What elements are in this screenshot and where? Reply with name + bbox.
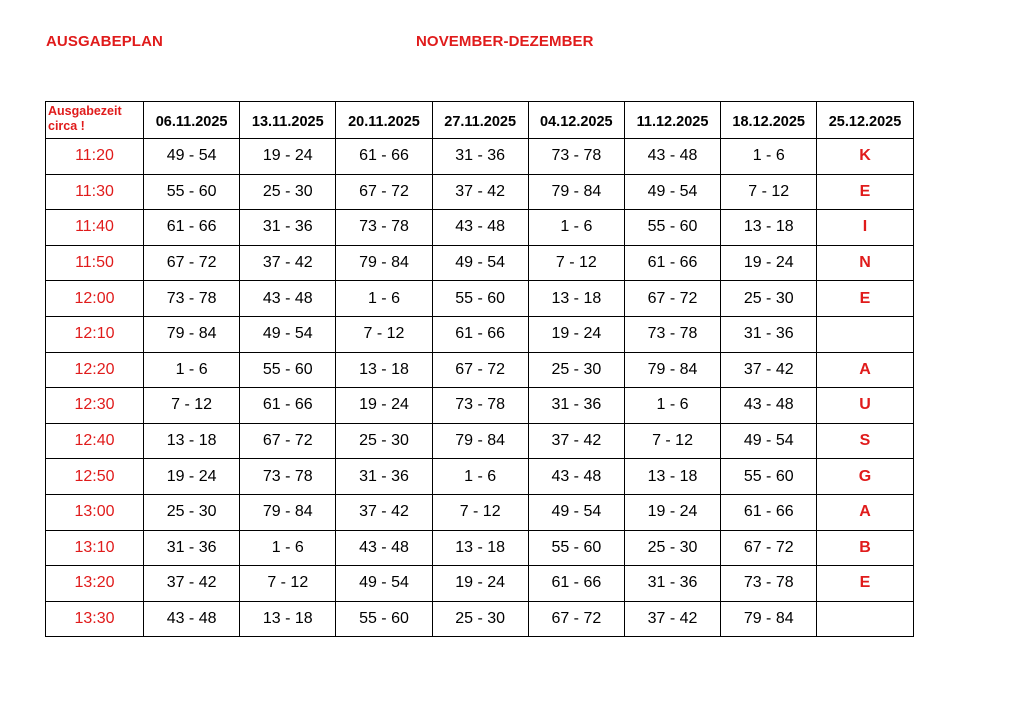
number-range-cell: 49 - 54	[624, 174, 720, 210]
date-header: 06.11.2025	[144, 102, 240, 139]
number-range-cell: 73 - 78	[624, 316, 720, 352]
table-row	[46, 245, 914, 281]
notice-letter-cell: S	[817, 423, 913, 459]
time-cell: 11:40	[46, 210, 144, 246]
number-range-cell: 19 - 24	[432, 566, 528, 602]
number-range-cell: 25 - 30	[240, 174, 336, 210]
number-range-cell: 73 - 78	[336, 210, 432, 246]
date-header: 11.12.2025	[624, 102, 720, 139]
notice-letter-cell: E	[817, 281, 913, 317]
number-range-cell: 19 - 24	[528, 316, 624, 352]
number-range-cell: 43 - 48	[721, 388, 817, 424]
time-cell: 11:20	[46, 139, 144, 175]
number-range-cell: 31 - 36	[528, 388, 624, 424]
notice-letter-cell: E	[817, 174, 913, 210]
number-range-cell: 55 - 60	[624, 210, 720, 246]
number-range-cell: 73 - 78	[721, 566, 817, 602]
number-range-cell: 37 - 42	[240, 245, 336, 281]
notice-letter-cell: E	[817, 566, 913, 602]
number-range-cell: 13 - 18	[528, 281, 624, 317]
number-range-cell: 31 - 36	[432, 139, 528, 175]
number-range-cell: 1 - 6	[144, 352, 240, 388]
number-range-cell: 55 - 60	[240, 352, 336, 388]
number-range-cell: 79 - 84	[528, 174, 624, 210]
number-range-cell: 13 - 18	[336, 352, 432, 388]
time-cell: 12:40	[46, 423, 144, 459]
table-row	[46, 530, 914, 566]
time-cell: 12:30	[46, 388, 144, 424]
number-range-cell: 13 - 18	[144, 423, 240, 459]
number-range-cell: 79 - 84	[240, 494, 336, 530]
number-range-cell: 1 - 6	[528, 210, 624, 246]
number-range-cell: 37 - 42	[336, 494, 432, 530]
corner-header-line-2: circa !	[48, 119, 85, 133]
number-range-cell: 1 - 6	[240, 530, 336, 566]
number-range-cell: 55 - 60	[336, 601, 432, 637]
number-range-cell: 61 - 66	[432, 316, 528, 352]
number-range-cell: 79 - 84	[721, 601, 817, 637]
time-cell: 11:50	[46, 245, 144, 281]
table-row	[46, 459, 914, 495]
number-range-cell: 67 - 72	[432, 352, 528, 388]
time-cell: 13:00	[46, 494, 144, 530]
table-row	[46, 316, 914, 352]
number-range-cell: 43 - 48	[336, 530, 432, 566]
notice-letter-cell: N	[817, 245, 913, 281]
date-header: 27.11.2025	[432, 102, 528, 139]
number-range-cell: 79 - 84	[144, 316, 240, 352]
table-row	[46, 174, 914, 210]
number-range-cell: 43 - 48	[432, 210, 528, 246]
number-range-cell: 49 - 54	[240, 316, 336, 352]
notice-letter-cell: A	[817, 352, 913, 388]
number-range-cell: 37 - 42	[528, 423, 624, 459]
number-range-cell: 43 - 48	[144, 601, 240, 637]
number-range-cell: 67 - 72	[721, 530, 817, 566]
table-row	[46, 423, 914, 459]
number-range-cell: 43 - 48	[528, 459, 624, 495]
number-range-cell: 49 - 54	[721, 423, 817, 459]
number-range-cell: 7 - 12	[240, 566, 336, 602]
number-range-cell: 25 - 30	[528, 352, 624, 388]
number-range-cell: 37 - 42	[432, 174, 528, 210]
period-title: NOVEMBER-DEZEMBER	[416, 33, 594, 50]
number-range-cell: 67 - 72	[144, 245, 240, 281]
number-range-cell: 19 - 24	[144, 459, 240, 495]
number-range-cell: 49 - 54	[144, 139, 240, 175]
corner-header-line-1: Ausgabezeit	[48, 104, 122, 118]
number-range-cell: 55 - 60	[721, 459, 817, 495]
time-cell: 11:30	[46, 174, 144, 210]
table-row	[46, 281, 914, 317]
number-range-cell: 7 - 12	[432, 494, 528, 530]
number-range-cell: 31 - 36	[336, 459, 432, 495]
number-range-cell: 73 - 78	[432, 388, 528, 424]
number-range-cell: 61 - 66	[240, 388, 336, 424]
number-range-cell: 7 - 12	[624, 423, 720, 459]
number-range-cell: 7 - 12	[528, 245, 624, 281]
number-range-cell: 1 - 6	[721, 139, 817, 175]
number-range-cell: 61 - 66	[144, 210, 240, 246]
time-cell: 13:20	[46, 566, 144, 602]
time-cell: 12:20	[46, 352, 144, 388]
time-cell: 12:10	[46, 316, 144, 352]
number-range-cell: 25 - 30	[624, 530, 720, 566]
number-range-cell: 67 - 72	[336, 174, 432, 210]
number-range-cell: 1 - 6	[336, 281, 432, 317]
notice-letter-cell	[817, 601, 913, 637]
table-header-row	[46, 102, 914, 139]
number-range-cell: 73 - 78	[528, 139, 624, 175]
number-range-cell: 7 - 12	[721, 174, 817, 210]
time-cell: 12:50	[46, 459, 144, 495]
number-range-cell: 67 - 72	[528, 601, 624, 637]
time-cell: 12:00	[46, 281, 144, 317]
number-range-cell: 31 - 36	[240, 210, 336, 246]
date-header: 04.12.2025	[528, 102, 624, 139]
number-range-cell: 25 - 30	[336, 423, 432, 459]
number-range-cell: 19 - 24	[624, 494, 720, 530]
number-range-cell: 67 - 72	[624, 281, 720, 317]
table-row	[46, 210, 914, 246]
number-range-cell: 25 - 30	[432, 601, 528, 637]
number-range-cell: 31 - 36	[144, 530, 240, 566]
number-range-cell: 7 - 12	[144, 388, 240, 424]
time-cell: 13:30	[46, 601, 144, 637]
date-header: 13.11.2025	[240, 102, 336, 139]
number-range-cell: 13 - 18	[432, 530, 528, 566]
number-range-cell: 79 - 84	[624, 352, 720, 388]
distribution-schedule-table	[45, 101, 914, 637]
number-range-cell: 49 - 54	[432, 245, 528, 281]
table-row	[46, 566, 914, 602]
number-range-cell: 67 - 72	[240, 423, 336, 459]
notice-letter-cell: G	[817, 459, 913, 495]
notice-letter-cell: U	[817, 388, 913, 424]
date-header: 20.11.2025	[336, 102, 432, 139]
notice-letter-cell: B	[817, 530, 913, 566]
number-range-cell: 37 - 42	[721, 352, 817, 388]
number-range-cell: 19 - 24	[240, 139, 336, 175]
table-row	[46, 139, 914, 175]
number-range-cell: 1 - 6	[624, 388, 720, 424]
notice-letter-cell	[817, 316, 913, 352]
number-range-cell: 13 - 18	[721, 210, 817, 246]
date-header: 18.12.2025	[721, 102, 817, 139]
number-range-cell: 73 - 78	[240, 459, 336, 495]
number-range-cell: 13 - 18	[240, 601, 336, 637]
number-range-cell: 61 - 66	[528, 566, 624, 602]
number-range-cell: 79 - 84	[336, 245, 432, 281]
number-range-cell: 31 - 36	[624, 566, 720, 602]
number-range-cell: 43 - 48	[240, 281, 336, 317]
number-range-cell: 79 - 84	[432, 423, 528, 459]
number-range-cell: 19 - 24	[336, 388, 432, 424]
notice-letter-cell: I	[817, 210, 913, 246]
table-row	[46, 352, 914, 388]
corner-header	[46, 102, 144, 139]
number-range-cell: 25 - 30	[721, 281, 817, 317]
number-range-cell: 61 - 66	[721, 494, 817, 530]
table-row	[46, 388, 914, 424]
number-range-cell: 25 - 30	[144, 494, 240, 530]
time-cell: 13:10	[46, 530, 144, 566]
number-range-cell: 49 - 54	[336, 566, 432, 602]
table-row	[46, 494, 914, 530]
number-range-cell: 1 - 6	[432, 459, 528, 495]
number-range-cell: 55 - 60	[432, 281, 528, 317]
number-range-cell: 31 - 36	[721, 316, 817, 352]
number-range-cell: 37 - 42	[144, 566, 240, 602]
number-range-cell: 13 - 18	[624, 459, 720, 495]
notice-letter-cell: A	[817, 494, 913, 530]
table-row	[46, 601, 914, 637]
number-range-cell: 43 - 48	[624, 139, 720, 175]
number-range-cell: 37 - 42	[624, 601, 720, 637]
number-range-cell: 61 - 66	[624, 245, 720, 281]
number-range-cell: 61 - 66	[336, 139, 432, 175]
page-title: AUSGABEPLAN	[46, 33, 163, 50]
notice-letter-cell: K	[817, 139, 913, 175]
date-header: 25.12.2025	[817, 102, 913, 139]
number-range-cell: 73 - 78	[144, 281, 240, 317]
number-range-cell: 55 - 60	[144, 174, 240, 210]
number-range-cell: 49 - 54	[528, 494, 624, 530]
number-range-cell: 55 - 60	[528, 530, 624, 566]
number-range-cell: 19 - 24	[721, 245, 817, 281]
number-range-cell: 7 - 12	[336, 316, 432, 352]
